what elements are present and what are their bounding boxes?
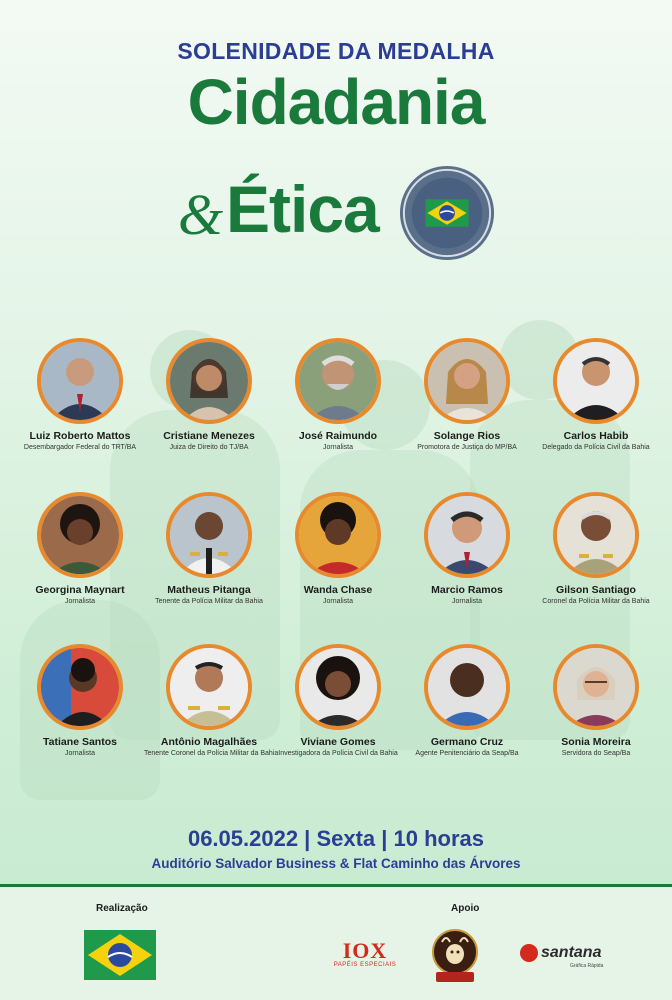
- honoree-photo: [166, 338, 252, 424]
- honoree-role: Jornalista: [323, 444, 353, 451]
- honoree-name: Tatiane Santos: [43, 736, 117, 748]
- honoree-card: [144, 644, 279, 757]
- honoree-photo: [424, 644, 510, 730]
- honoree-name: Marcio Ramos: [431, 584, 503, 596]
- honoree-photo: [37, 492, 123, 578]
- honoree-card: [402, 492, 532, 605]
- honoree-name: Viviane Gomes: [300, 736, 376, 748]
- title-etica: Ética: [226, 172, 379, 246]
- honoree-photo: [166, 492, 252, 578]
- honoree-role: Tenente Coronel da Polícia Militar da Bahia: [144, 750, 279, 757]
- honoree-name: José Raimundo: [298, 430, 378, 442]
- honoree-photo: [295, 338, 381, 424]
- honoree-photo: [295, 644, 381, 730]
- honoree-role: Desembargador Federal do TRT/BA: [23, 444, 137, 451]
- honoree-photo: [37, 644, 123, 730]
- honoree-name: Wanda Chase: [303, 584, 373, 596]
- event-dateline: 06.05.2022 | Sexta | 10 horas: [187, 826, 485, 851]
- iox-logo-text: IOX: [342, 938, 388, 963]
- santana-logo-text: santana: [541, 944, 602, 961]
- honoree-photo: [553, 492, 639, 578]
- honoree-name: Matheus Pitanga: [167, 584, 251, 596]
- honoree-card: [531, 338, 661, 451]
- honoree-card: [273, 338, 403, 451]
- honoree-card: [144, 338, 274, 451]
- honoree-role: Coronel da Polícia Militar da Bahia: [542, 598, 650, 605]
- honoree-name: Antônio Magalhães: [160, 736, 258, 748]
- honoree-photo: [37, 338, 123, 424]
- honoree-role: Servidora do Seap/Ba: [561, 750, 631, 757]
- honoree-role: Juiza de Direito do TJ/BA: [169, 444, 249, 451]
- honoree-role: Jornalista: [452, 598, 482, 605]
- honoree-photo: [166, 644, 252, 730]
- event-subtitle: SOLENIDADE DA MEDALHA: [177, 38, 495, 64]
- honoree-name: Solange Rios: [433, 430, 501, 442]
- honoree-card: [531, 644, 661, 757]
- title-cidadania: Cidadania: [187, 66, 485, 138]
- honoree-card: [144, 492, 274, 605]
- honoree-name: Gilson Santiago: [556, 584, 636, 596]
- santana-logo: [520, 944, 604, 969]
- honoree-card: [273, 644, 403, 757]
- santana-mark-icon: [520, 944, 538, 962]
- honoree-card: [531, 492, 661, 605]
- honoree-card: [15, 644, 145, 757]
- honoree-role: Jornalista: [65, 750, 95, 757]
- honoree-role: Jornalista: [65, 598, 95, 605]
- realizacao-label: Realização: [96, 903, 148, 914]
- honoree-name: Germano Cruz: [430, 736, 504, 748]
- honoree-card: [402, 644, 532, 757]
- honoree-card: [273, 492, 403, 605]
- honoree-card: [15, 492, 145, 605]
- honoree-name: Cristiane Menezes: [163, 430, 255, 442]
- honoree-photo: [553, 644, 639, 730]
- honoree-name: Luiz Roberto Mattos: [29, 430, 131, 442]
- honoree-photo: [424, 338, 510, 424]
- santana-logo-subtext: Gráfica Rápida: [570, 963, 604, 969]
- honoree-name: Georgina Maynart: [35, 584, 125, 596]
- honoree-photo: [295, 492, 381, 578]
- honoree-role: Tenente da Polícia Militar da Bahia: [155, 598, 263, 605]
- iox-logo: [333, 940, 397, 968]
- honoree-name: Carlos Habib: [563, 430, 629, 442]
- medal-emblem-icon: [398, 164, 496, 262]
- title-ampersand: &: [178, 182, 224, 247]
- honoree-name: Sonia Moreira: [561, 736, 631, 748]
- brazil-flag-logo-icon: [84, 930, 156, 980]
- honoree-card: [402, 338, 532, 451]
- honoree-role: Jornalista: [323, 598, 353, 605]
- iox-logo-subtext: PAPÉIS ESPECIAIS: [333, 962, 397, 968]
- cupim-do-galego-logo-icon: [430, 928, 480, 984]
- honoree-role: Investigadora da Polícia Civil da Bahia: [278, 750, 398, 757]
- honoree-role: Agente Penitenciário da Seap/Ba: [415, 750, 519, 757]
- honoree-photo: [553, 338, 639, 424]
- event-venue: Auditório Salvador Business & Flat Caminho das Árvores: [151, 856, 521, 871]
- honoree-role: Delegado da Polícia Civil da Bahia: [542, 444, 650, 451]
- honoree-photo: [424, 492, 510, 578]
- apoio-label: Apoio: [451, 903, 480, 914]
- honoree-card: [15, 338, 145, 451]
- honoree-role: Promotora de Justiça do MP/BA: [417, 444, 517, 451]
